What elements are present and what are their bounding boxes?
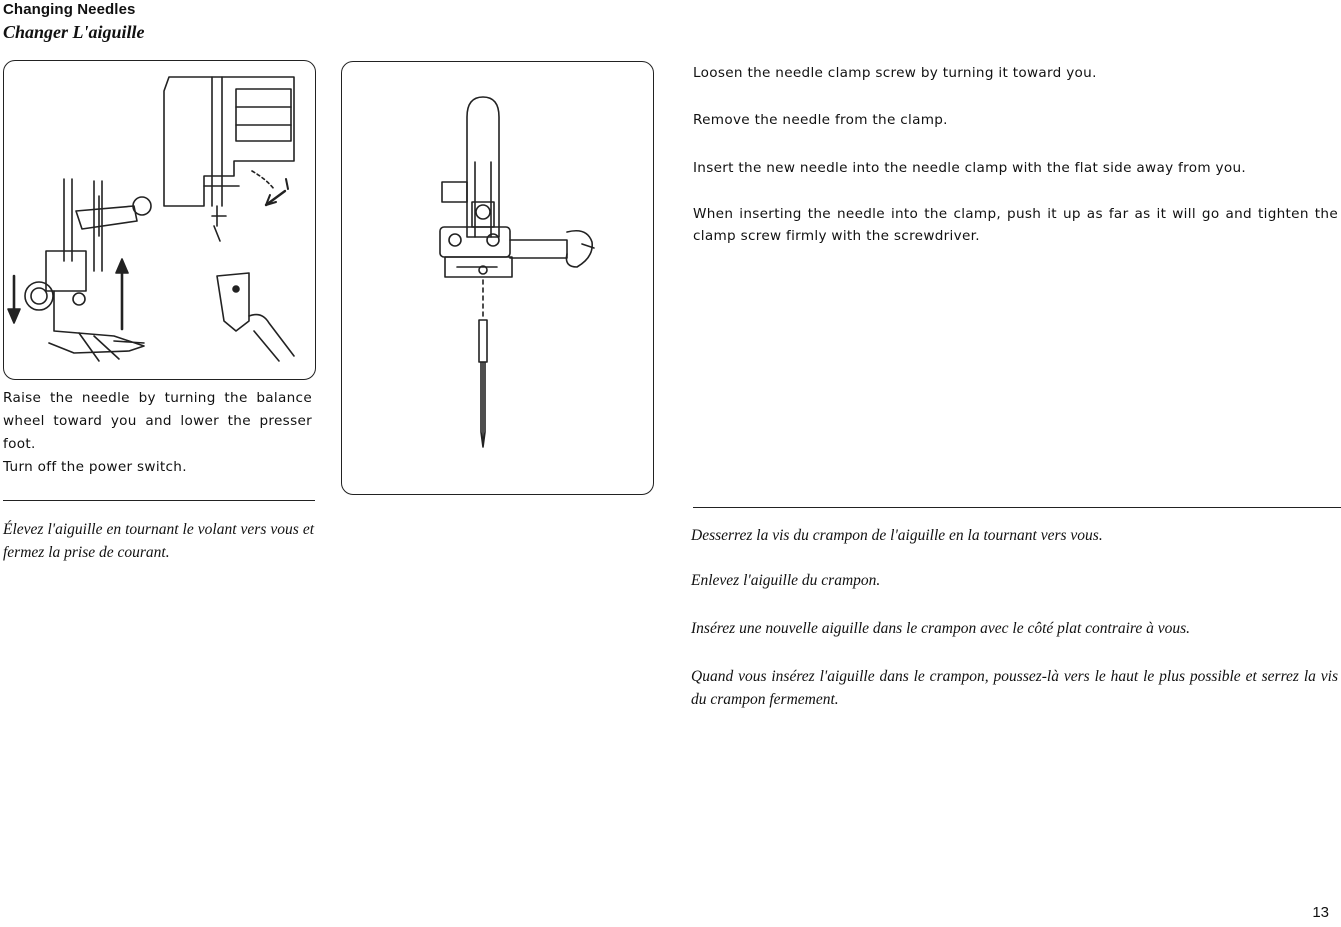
instruction-fr-3: Insérez une nouvelle aiguille dans le crampon avec le côté plat contraire à vous. <box>691 620 1191 637</box>
caption-en-step1: Raise the needle by turning the balance wheel toward you and lower the presser foot. <box>3 390 312 452</box>
caption-fr: Élevez l'aiguille en tournant le volant vers vous et fermez la prise de courant. <box>3 521 314 561</box>
page-number: 13 <box>1312 904 1329 921</box>
caption-en <box>3 387 312 479</box>
instruction-fr-2: Enlevez l'aiguille du crampon. <box>691 572 881 589</box>
machine-head-illustration <box>4 61 315 379</box>
divider-left <box>3 500 315 501</box>
instruction-fr-1: Desserrez la vis du crampon de l'aiguille en la tournant vers vous. <box>691 527 1103 544</box>
needle-clamp-illustration <box>342 62 653 494</box>
page-title-fr: Changer L'aiguille <box>3 22 145 42</box>
instruction-en-1: Loosen the needle clamp screw by turning it toward you. <box>693 65 1097 81</box>
figure-machine-head <box>3 60 316 380</box>
instruction-fr-4: Quand vous insérez l'aiguille dans le crampon, poussez-là vers le haut le plus possible et serrez la vis du crampon fermement. <box>691 668 1338 708</box>
instruction-en-2: Remove the needle from the clamp. <box>693 112 948 128</box>
figure-needle-clamp <box>341 61 654 495</box>
divider-right <box>693 507 1341 508</box>
caption-en-step2: Turn off the power switch. <box>3 459 187 475</box>
instruction-en-4: When inserting the needle into the clamp, push it up as far as it will go and tighten the clamp screw firmly with the screwdriver. <box>693 206 1338 244</box>
instruction-en-3: Insert the new needle into the needle clamp with the flat side away from you. <box>693 160 1246 176</box>
page-title-en: Changing Needles <box>3 1 136 18</box>
